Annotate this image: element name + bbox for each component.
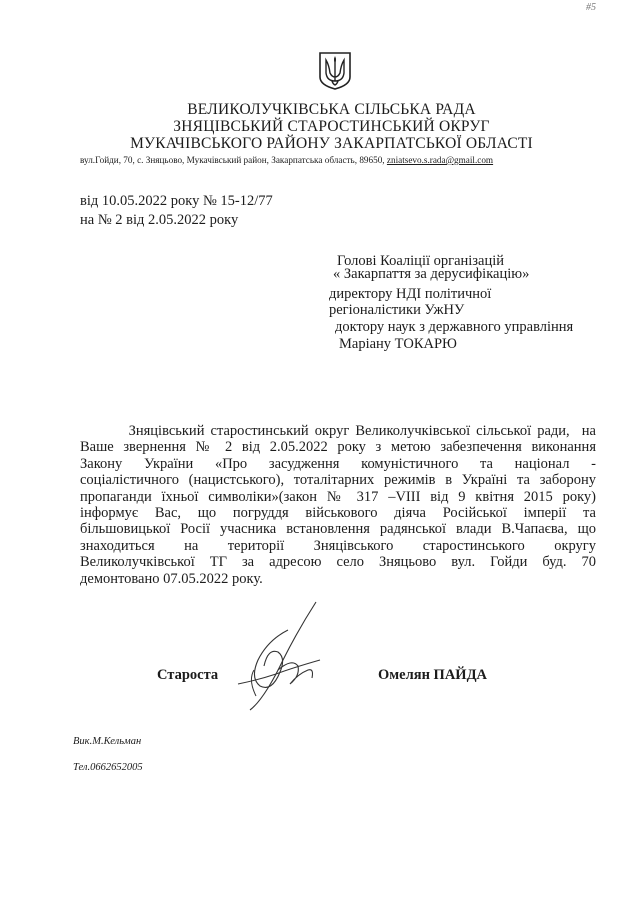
recipient-line: Голові Коаліції організацій <box>337 253 505 269</box>
body-line: пропаганди їхньої символіки»(закон № 317 –VIII від 9 квітня 2015 року) <box>80 488 596 505</box>
email-link[interactable]: zniatsevo.s.rada@gmail.com <box>386 155 494 165</box>
corner-handwritten-mark: #5 <box>586 2 596 13</box>
recipient-line: директору НДІ політичної <box>329 286 492 302</box>
trident-emblem-icon <box>317 51 353 91</box>
recipient-line: регіоналістики УжНУ <box>329 302 465 318</box>
executor-phone: Тел.0662652005 <box>73 762 143 773</box>
body-line: Зняцівський старостинський округ Великолучківської сільської ради, на <box>80 423 596 439</box>
incoming-reference: на № 2 від 2.05.2022 року <box>80 212 239 228</box>
district-name: ЗНЯЦІВСЬКИЙ СТАРОСТИНСЬКИЙ ОКРУГ <box>173 118 490 135</box>
signatory-name: Омелян ПАЙДА <box>378 667 488 683</box>
letter-body <box>80 423 596 587</box>
recipient-line: « Закарпаття за дерусифікацію» <box>333 266 530 282</box>
body-line: демонтовано 07.05.2022 року. <box>80 570 263 587</box>
recipient-name: Маріану ТОКАРЮ <box>339 336 457 352</box>
address-line <box>80 155 493 165</box>
outgoing-reference: від 10.05.2022 року № 15-12/77 <box>80 193 273 209</box>
postal-address: вул.Гойди, 70, с. Зняцьово, Мукачівський район, Закарпатська область, 89650, <box>80 155 385 165</box>
signatory-title: Староста <box>157 667 219 683</box>
body-line: Ваше звернення № 2 від 2.05.2022 року з метою забезпечення виконання <box>80 439 596 456</box>
council-name: ВЕЛИКОЛУЧКІВСЬКА СІЛЬСЬКА РАДА <box>187 101 476 118</box>
body-line: більшовицької Росії учасника встановлення радянської влади В.Чапаєва, що <box>80 521 596 538</box>
recipient-line: доктору наук з державного управління <box>335 319 574 335</box>
body-line: соціалістичного (нацистського), тоталітарних режимів в Україні та заборону <box>80 472 596 489</box>
body-line: інформує Вас, що погруддя військового діяча Російської імперії та <box>80 505 596 522</box>
region-name: МУКАЧІВСЬКОГО РАЙОНУ ЗАКАРПАТСЬКОЇ ОБЛАСТІ <box>130 135 533 152</box>
body-line: Великолучківської ТГ за адресою село Зняцьово вул. Гойди буд. 70 <box>80 554 596 571</box>
body-line: Закону України «Про засудження комуністичного та націонал - <box>80 455 596 472</box>
executor-name: Вик.М.Кельман <box>73 736 142 747</box>
body-line: знаходиться на території Зняцівського старостинського округу <box>80 537 596 554</box>
handwritten-signature <box>228 600 328 715</box>
